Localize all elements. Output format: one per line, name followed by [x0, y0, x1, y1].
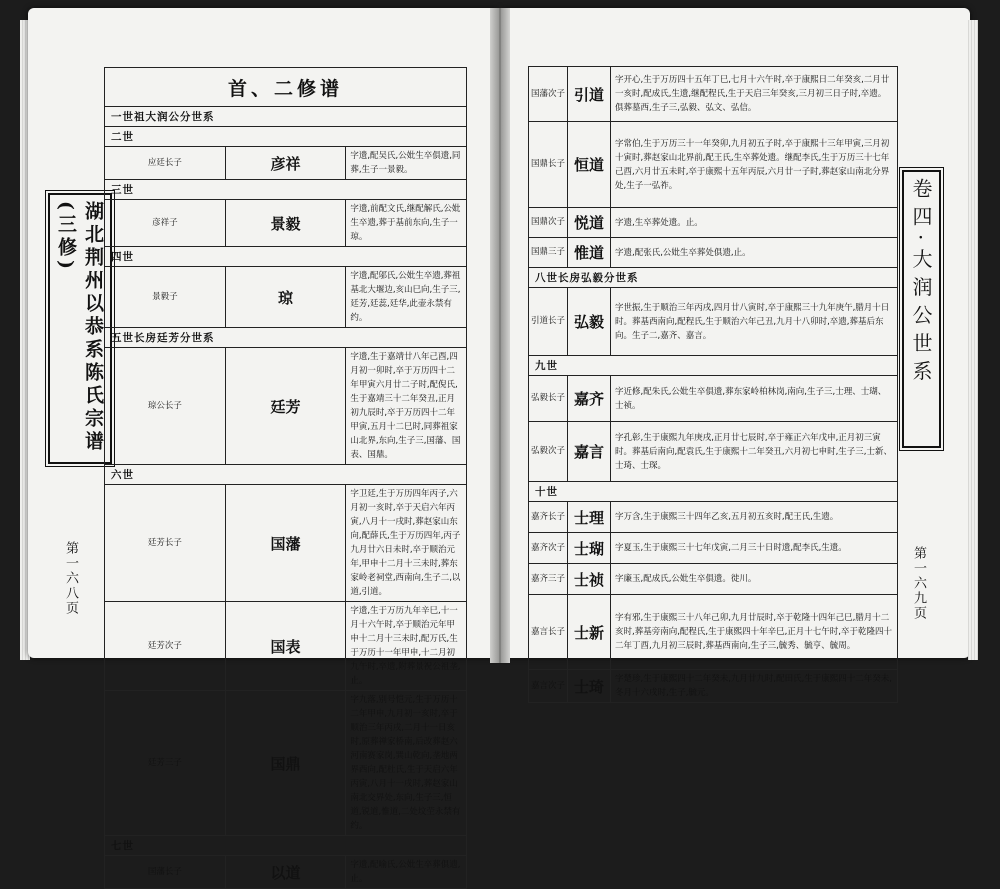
relation-cell: 嘉齐长子: [529, 502, 568, 533]
biography-cell: 字廉玉,配成氏,公妣生卒俱遗。徙川。: [611, 564, 898, 595]
biography-cell: 字遗,配吴氏,公妣生卒俱遗,同葬,生子一景毅。: [346, 147, 467, 180]
biography-cell: 字万含,生于康熙三十四年乙亥,五月初五亥时,配王氏,生遗。: [611, 502, 898, 533]
name-cell: 景毅: [225, 200, 346, 247]
relation-cell: 嘉齐次子: [529, 533, 568, 564]
name-cell: 士琦: [568, 670, 611, 703]
biography-cell: 字楚珍,生于康熙四十二年癸未,九月廿九时,配田氏,生于康熙四十二年癸未,冬月十六戌时,生子,毓元。: [611, 670, 898, 703]
table-row: [105, 200, 467, 247]
table-row: [105, 602, 467, 691]
relation-cell: 应廷长子: [105, 147, 226, 180]
relation-cell: 嘉言次子: [529, 670, 568, 703]
relation-cell: 廷芳三子: [105, 691, 226, 836]
table-row: [529, 288, 898, 356]
book: [20, 8, 982, 884]
biography-cell: 字遗,配张氏,公妣生卒葬处俱遗,止。: [611, 238, 898, 268]
relation-cell: 国鼎次子: [529, 208, 568, 238]
name-cell: 引道: [568, 67, 611, 122]
name-cell: 彦祥: [225, 147, 346, 180]
generation-header: 十世: [529, 482, 898, 502]
relation-cell: 廷芳次子: [105, 602, 226, 691]
generation-header: 九世: [529, 356, 898, 376]
generation-header: 四世: [105, 247, 467, 267]
relation-cell: 弘毅长子: [529, 376, 568, 422]
table-row: [529, 564, 898, 595]
relation-cell: 嘉齐三子: [529, 564, 568, 595]
generation-header: 一世祖大润公分世系: [105, 107, 467, 127]
biography-cell: 字遗,生于嘉靖廿八年己酉,四月初一卯时,卒于万历四十二年甲寅六月廿二子时,配倪氏,生于嘉靖三十二年癸丑,正月初九辰时,卒于万历四十二年甲寅,五月十二巳时,同葬祖家山北界,东向,生子三,国藩、国表、国鼎。: [346, 348, 467, 465]
biography-cell: 字遗,配喻氏,公妣生卒葬俱遗,止。: [346, 856, 467, 889]
relation-cell: 国鼎三子: [529, 238, 568, 268]
table-row: [529, 595, 898, 670]
table-row: [105, 856, 467, 889]
relation-cell: 景毅子: [105, 267, 226, 328]
name-cell: 惟道: [568, 238, 611, 268]
relation-cell: 彦祥子: [105, 200, 226, 247]
relation-cell: 国藩长子: [105, 856, 226, 889]
name-cell: 士瑚: [568, 533, 611, 564]
generation-header: 六世: [105, 465, 467, 485]
name-cell: 悦道: [568, 208, 611, 238]
biography-cell: 字有邪,生于康熙三十八年己卯,九月廿辰时,卒于乾隆十四年己巳,腊月十二亥时,葬基旁南向,配程氏,生于康熙四十年辛巳,正月十七午时,卒于乾隆四十二年丁酉,九月初三辰时,葬基西南向,生子三,毓秀、毓亨、毓周。: [611, 595, 898, 670]
biography-cell: 字世振,生于顺治三年丙戌,四月廿八寅时,卒于康熙三十九年庚午,腊月十日 时。葬基西南向,配程氏,生于顺治六年己丑,九月十八卯时,卒遗,葬基后东向。生子二,嘉齐、嘉言。: [611, 288, 898, 356]
generation-header-row: [529, 268, 898, 288]
table-row: [105, 691, 467, 836]
name-cell: 弘毅: [568, 288, 611, 356]
name-cell: 廷芳: [225, 348, 346, 465]
table-row: [105, 485, 467, 602]
relation-cell: 琼公长子: [105, 348, 226, 465]
generation-header-row: [105, 127, 467, 147]
biography-cell: 字常伯,生于万历三十一年癸卯,九月初五子时,卒于康熙十三年甲寅,三月初十寅时,葬赵家山北界前,配王氏,生卒葬处遗。继配李氏,生于万历三十七年己酉,六月廿五未时,卒于康熙十五年丙辰,六月廿一子时,葬赵家山南北分界处,生子一弘祚。: [611, 122, 898, 208]
generation-header-row: [105, 180, 467, 200]
name-cell: 国藩: [225, 485, 346, 602]
table-row: [529, 533, 898, 564]
table-row: [105, 348, 467, 465]
left-genealogy-table: [104, 67, 467, 889]
relation-cell: 廷芳长子: [105, 485, 226, 602]
generation-header-row: [105, 328, 467, 348]
table-row: [105, 267, 467, 328]
left-page-number: 第一六八页: [63, 541, 78, 616]
generation-header: 二世: [105, 127, 467, 147]
table-row: [529, 67, 898, 122]
biography-cell: 字遗,前配文氏,继配解氏,公妣生卒遗,葬于基前东向,生子一琼。: [346, 200, 467, 247]
biography-cell: 字遗,生于万历九年辛巳,十一月十六午时,卒于顺治元年甲申十二月十三未时,配万氏,生于万历十一年甲申,十二月初九午时,卒遗,附葬景祝公祖垄,止。: [346, 602, 467, 691]
name-cell: 国鼎: [225, 691, 346, 836]
name-cell: 琼: [225, 267, 346, 328]
generation-header: 三世: [105, 180, 467, 200]
name-cell: 士理: [568, 502, 611, 533]
generation-header: 五世长房廷芳分世系: [105, 328, 467, 348]
biography-cell: 字卫廷,生于万历四年丙子,六月初一亥时,卒于天启六年丙寅,八月十一戌时,葬赵家山东向,配薛氏,生于万历四年,丙子九月廿六日未时,卒于顺治元年,甲申十二月十三未时,葬东家岭老祠堂,西南向,生子二,以道,引道。: [346, 485, 467, 602]
name-cell: 嘉言: [568, 422, 611, 482]
right-side-title: 卷四·大润公世系: [902, 170, 941, 448]
biography-cell: 字夏玉,生于康熙三十七年戊寅,二月三十日时遗,配李氏,生遗。: [611, 533, 898, 564]
name-cell: 以道: [225, 856, 346, 889]
right-genealogy-table: [528, 66, 898, 703]
biography-cell: 字近修,配朱氏,公妣生卒俱遗,葬东家岭柏林岗,南向,生子三,士理、士瑚、士祯。: [611, 376, 898, 422]
table-row: [529, 376, 898, 422]
generation-header: 七世: [105, 836, 467, 856]
table-row: [529, 238, 898, 268]
biography-cell: 字开心,生于万历四十五年丁巳,七月十六午时,卒于康熙日二年癸亥,二月廿一亥时,配成氏,生遗,继配程氏,生于天启三年癸亥,三月初三日子时,卒遗。俱葬墓西,生子三,弘毅、弘文、弘信。: [611, 67, 898, 122]
biography-cell: 字遗,配邬氏,公妣生卒遗,葬祖基北大堰边,亥山巳向,生子三,廷芳,廷蕊,廷华,此壶永禁有约。: [346, 267, 467, 328]
generation-header: 八世长房弘毅分世系: [529, 268, 898, 288]
table-row: [529, 422, 898, 482]
generation-header-row: [105, 465, 467, 485]
name-cell: 士祯: [568, 564, 611, 595]
generation-header-row: [105, 107, 467, 127]
biography-cell: 字九落,别号恺元,生于万历十二年甲申,九月初一亥时,卒于顺治三年丙戌,二月十一日亥时,原葬禅家桥南,后改葬赵六河南赛家岗,巽山乾向,垄地两界西向,配杜氏,生于天启六年丙寅,八月十一戌时,葬赵家山南北交界处,东向,生子三,恒道,锐道,惟道,二处坟茔永禁有约。: [346, 691, 467, 836]
name-cell: 国表: [225, 602, 346, 691]
biography-cell: 字孔彰,生于康熙九年庚戌,正月廿七辰时,卒于雍正六年戊申,正月初三寅时。葬基后南向,配袁氏,生于康熙十二年癸丑,六月初七申时,生子三,士新、士琦、士琛。: [611, 422, 898, 482]
book-gutter: [490, 8, 510, 663]
table-row: [529, 122, 898, 208]
generation-header-row: [529, 356, 898, 376]
relation-cell: 弘毅次子: [529, 422, 568, 482]
generation-header-row: [105, 247, 467, 267]
page-edges-right: [968, 20, 978, 660]
page-title: 首、二修谱: [105, 68, 467, 107]
relation-cell: 国鼎长子: [529, 122, 568, 208]
name-cell: 嘉齐: [568, 376, 611, 422]
biography-cell: 字遗,生卒葬处遗。止。: [611, 208, 898, 238]
table-row: [529, 502, 898, 533]
relation-cell: 国藩次子: [529, 67, 568, 122]
left-side-title: 湖北荆州以恭系陈氏宗谱(三修): [48, 193, 112, 464]
name-cell: 士新: [568, 595, 611, 670]
generation-header-row: [105, 836, 467, 856]
relation-cell: 嘉言长子: [529, 595, 568, 670]
table-row: [529, 208, 898, 238]
right-page-number: 第一六九页: [911, 546, 926, 621]
relation-cell: 引道长子: [529, 288, 568, 356]
name-cell: 恒道: [568, 122, 611, 208]
table-row: [105, 147, 467, 180]
generation-header-row: [529, 482, 898, 502]
table-row: [529, 670, 898, 703]
